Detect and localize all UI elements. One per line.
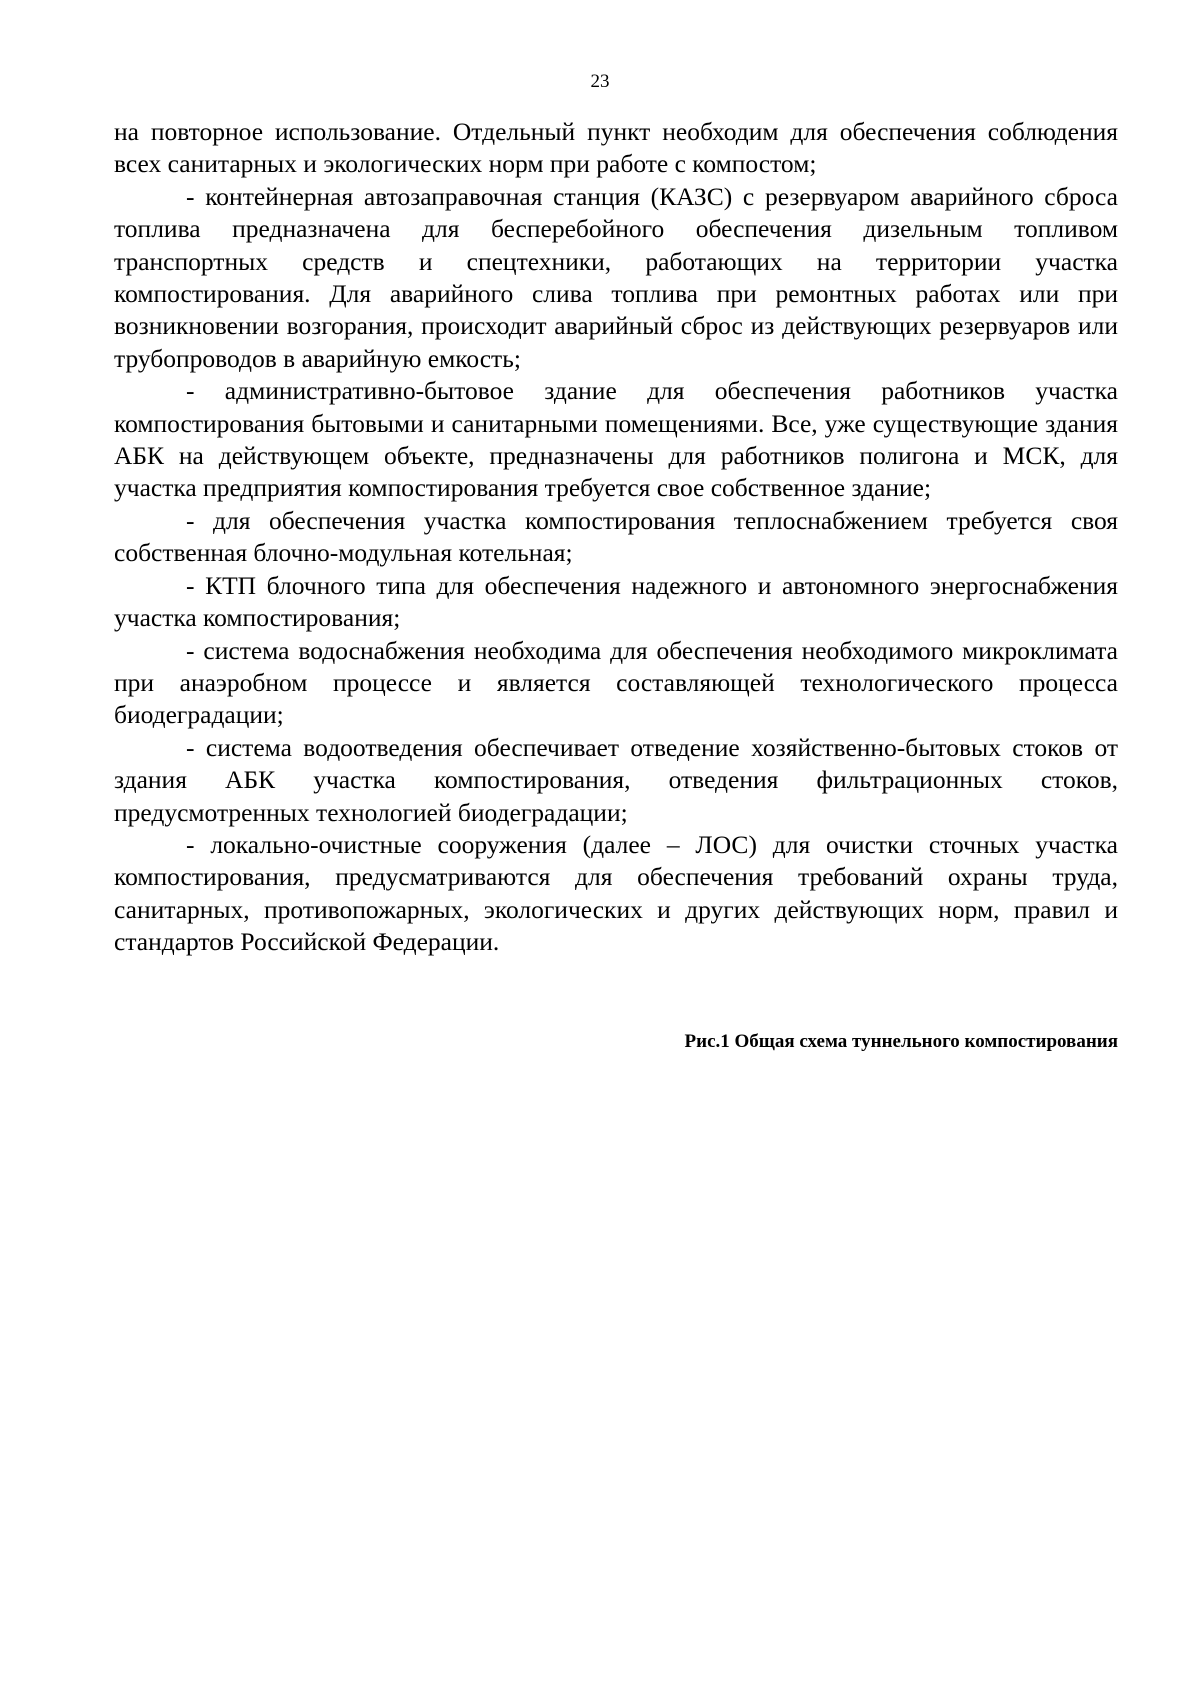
list-item-boiler-house: - для обеспечения участка компостирования теплоснабжением требуется своя собственная блочно-модульная котельная; xyxy=(114,505,1118,568)
list-item-ktp: - КТП блочного типа для обеспечения надежного и автономного энергоснабжения участка компостирования; xyxy=(114,570,1118,633)
list-item-water-supply: - система водоснабжения необходима для обеспечения необходимого микроклимата при анаэробном процессе и является составляющей технологического процесса биодеградации; xyxy=(114,635,1118,730)
body-text xyxy=(114,116,1118,959)
list-item-water-disposal: - система водоотведения обеспечивает отведение хозяйственно-бытовых стоков от здания АБК участка компостирования, отведения фильтрационных стоков, предусмотренных технологией биодеградации; xyxy=(114,732,1118,827)
list-item-treatment-facilities: - локально-очистные сооружения (далее – ЛОС) для очистки сточных участка компостирования, предусматриваются для обеспечения требований охраны труда, санитарных, противопожарных, экологических и других действующих норм, правил и стандартов Российской Федерации. xyxy=(114,829,1118,957)
list-item-kazs: - контейнерная автозаправочная станция (КАЗС) с резервуаром аварийного сброса топлива предназначена для бесперебойного обеспечения дизельным топливом транспортных средств и спецтехники, работающих на территории участка компостирования. Для аварийного слива топлива при ремонтных работах или при возникновении возгорания, происходит аварийный сброс из действующих резервуаров или трубопроводов в аварийную емкость; xyxy=(114,181,1118,373)
list-item-admin-building: - административно-бытовое здание для обеспечения работников участка компостирования бытовыми и санитарными помещениями. Все, уже существующие здания АБК на действующем объекте, предназначены для работников полигона и МСК, для участка предприятия компостирования требуется свое собственное здание; xyxy=(114,376,1118,503)
figure-caption: Рис.1 Общая схема туннельного компостирования xyxy=(684,1031,1118,1052)
paragraph-continuation: на повторное использование. Отдельный пункт необходим для обеспечения соблюдения всех санитарных и экологических норм при работе с компостом; xyxy=(114,117,1118,179)
page-number: 23 xyxy=(590,71,610,92)
